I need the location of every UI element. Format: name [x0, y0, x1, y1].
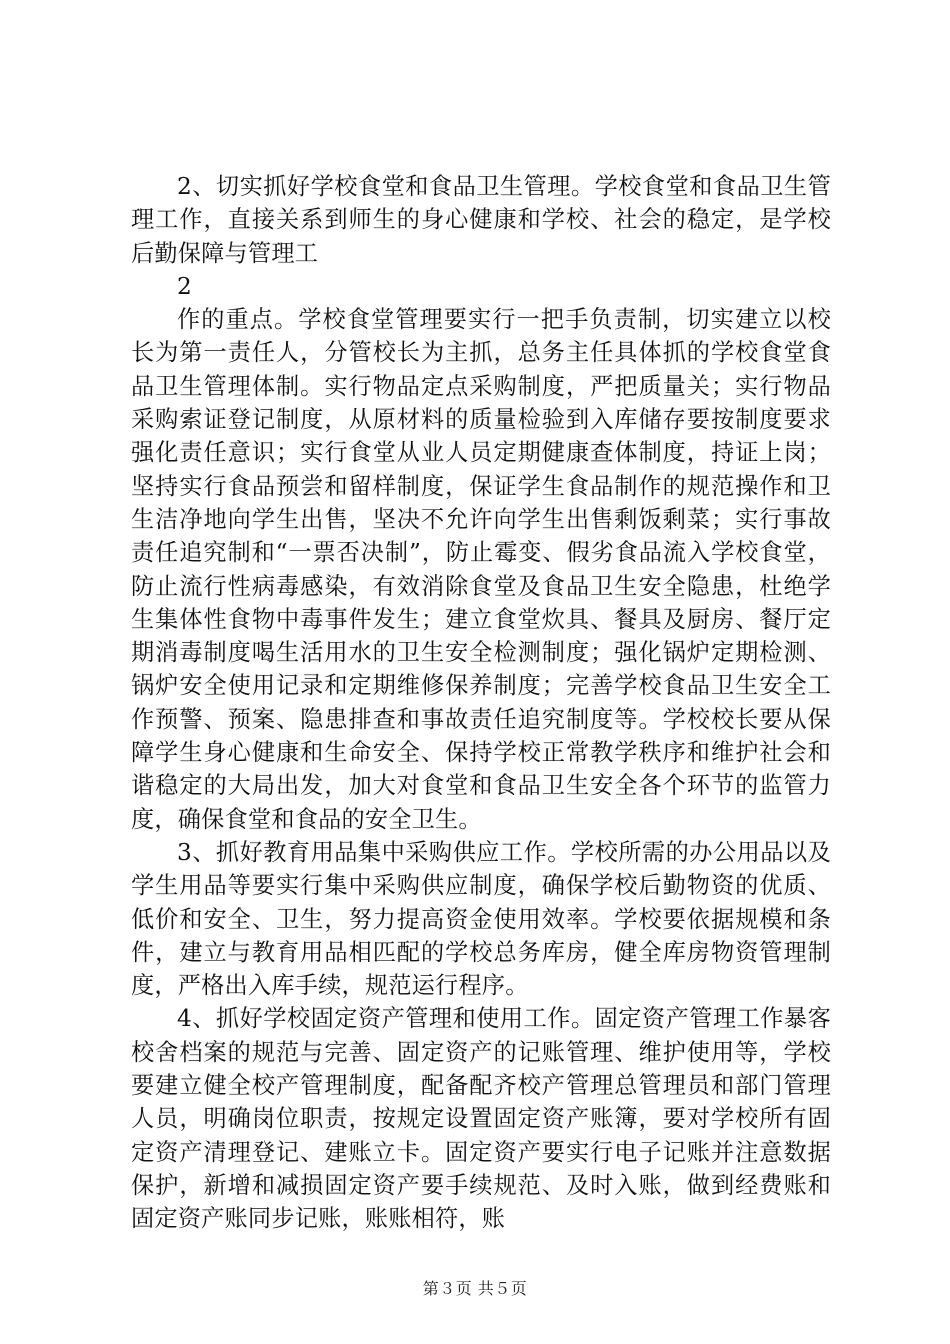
paragraph-2-intro: 2、切实抓好学校食堂和食品卫生管理。学校食堂和食品卫生管理工作，直接关系到师生的身心健康和学校、社会的稳定，是学校后勤保障与管理工	[131, 173, 831, 267]
paragraph-3: 3、抓好教育用品集中采购供应工作。学校所需的办公用品以及学生用品等要实行集中采购供应制度，确保学校后勤物资的优质、低价和安全、卫生，努力提高资金使用效率。学校要依据规模和条件，建立与教育用品相匹配的学校总务库房，健全库房物资管理制度，严格出入库手续，规范运行程序。	[131, 838, 831, 1000]
page-footer: 第３页 共５页	[422, 1279, 528, 1298]
paragraph-4: 4、抓好学校固定资产管理和使用工作。固定资产管理工作暴客校舍档案的规范与完善、固定资产的记账管理、维护使用等，学校要建立健全校产管理制度，配备配齐校产管理总管理员和部门管理人员，明确岗位职责，按规定设置固定资产账簿，要对学校所有固定资产清理登记、建账立卡。固定资产要实行电子记账并注意数据保护，新增和减损固定资产要手续规范、及时入账，做到经费账和固定资产账同步记账，账账相符，账	[131, 1005, 831, 1233]
paragraph-2-continued: 作的重点。学校食堂管理要实行一把手负责制，切实建立以校长为第一责任人，分管校长为主抓，总务主任具体抓的学校食堂食品卫生管理体制。实行物品定点采购制度，严把质量关；实行物品采购索证登记制度，从原材料的质量检验到入库储存要按制度要求强化责任意识；实行食堂从业人员定期健康查体制度，持证上岗；坚持实行食品预尝和留样制度，保证学生食品制作的规范操作和卫生洁净地向学生出售，坚决不允许向学生出售剩饭剩菜；实行事故责任追究制和“一票否决制”，防止霉变、假劣食品流入学校食堂，防止流行性病毒感染，有效消除食堂及食品卫生安全隐患，杜绝学生集体性食物中毒事件发生；建立食堂炊具、餐具及厨房、餐厅定期消毒制度喝生活用水的卫生安全检测制度；强化锅炉定期检测、锅炉安全使用记录和定期维修保养制度；完善学校食品卫生安全工作预警、预案、隐患排查和事故责任追究制度等。学校校长要从保障学生身心健康和生命安全、保持学校正常教学秩序和维护社会和谐稳定的大局出发，加大对食堂和食品卫生安全各个环节的监管力度，确保食堂和食品的安全卫生。	[131, 306, 831, 833]
inline-page-marker: 2	[177, 272, 192, 300]
document-body	[131, 170, 831, 1236]
